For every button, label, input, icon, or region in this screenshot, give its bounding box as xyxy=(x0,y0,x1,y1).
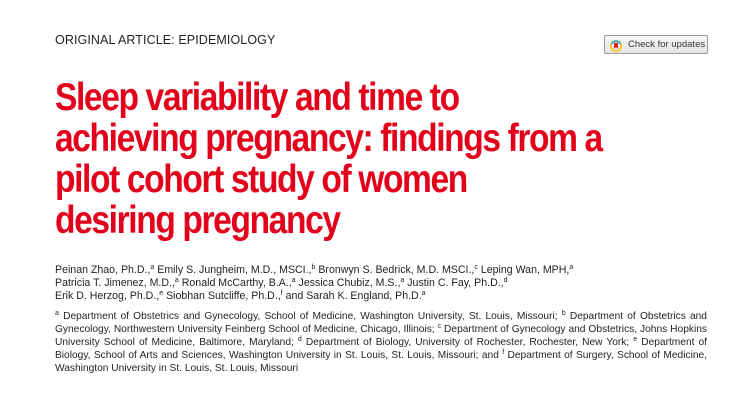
crossmark-icon xyxy=(610,39,622,51)
author-name: Peinan Zhao, Ph.D., xyxy=(55,264,151,276)
article-title xyxy=(55,77,640,241)
author-line xyxy=(55,290,573,303)
affiliations-block xyxy=(55,310,707,375)
affiliation-item xyxy=(298,337,633,348)
title-line: achieving pregnancy: findings from a xyxy=(55,117,602,160)
section-label: ORIGINAL ARTICLE: EPIDEMIOLOGY xyxy=(55,33,276,47)
author-line xyxy=(55,264,573,277)
author-name: Justin C. Fay, Ph.D., xyxy=(407,277,504,289)
affiliation-text: Department of Surgery, School of Medicine, Washington University in St. Louis, St. Louis, Missouri xyxy=(55,350,707,374)
title-line: Sleep variability and time to xyxy=(55,76,459,119)
affiliation-text: Department of Biology, University of Rochester, Rochester, New York; xyxy=(301,337,634,348)
affiliation-marker: b xyxy=(311,264,316,271)
affiliation-key: e xyxy=(633,336,638,343)
affiliation-text: Department of Biology, School of Arts and Sciences, Washington University in St. Louis, St. Louis, Missouri; and xyxy=(55,337,707,361)
affiliation-marker: f xyxy=(280,290,283,297)
affiliation-text: Department of Obstetrics and Gynecology, School of Medicine, Washington University, St. Louis, Missouri; xyxy=(58,311,562,322)
affiliation-marker: e xyxy=(159,290,164,297)
affiliation-marker: c xyxy=(474,264,478,271)
author-list xyxy=(55,264,573,303)
affiliation-key: c xyxy=(437,323,442,330)
affiliation-key: f xyxy=(502,349,505,356)
check-for-updates-button[interactable] xyxy=(604,35,708,54)
affiliation-text: Department of Obstetrics and Gynecology, Northwestern University Feinberg School of Medicine, Chicago, Illinois; xyxy=(55,311,707,335)
affiliation-marker: a xyxy=(421,290,426,297)
author-name: Erik D. Herzog, Ph.D., xyxy=(55,290,160,302)
author-name: Leping Wan, MPH, xyxy=(480,264,570,276)
check-for-updates-label: Check for updates xyxy=(628,39,706,50)
affiliation-key: b xyxy=(561,310,566,317)
affiliation-marker: a xyxy=(150,264,155,271)
affiliation-key: d xyxy=(297,336,302,343)
author-line xyxy=(55,277,573,290)
author-name: Patricia T. Jimenez, M.D., xyxy=(55,277,175,289)
affiliation-marker: d xyxy=(503,277,508,284)
affiliation-key: a xyxy=(55,310,59,317)
affiliation-marker: a xyxy=(291,277,296,284)
affiliation-item xyxy=(55,311,562,322)
affiliation-marker: a xyxy=(400,277,405,284)
author-name: Ronald McCarthy, B.A., xyxy=(181,277,292,289)
affiliation-marker: a xyxy=(569,264,574,271)
title-line: pilot cohort study of women xyxy=(55,158,467,201)
author-name: Jessica Chubiz, M.S., xyxy=(298,277,401,289)
author-name: Siobhan Sutcliffe, Ph.D., xyxy=(166,290,281,302)
author-name: Emily S. Jungheim, M.D., MSCI., xyxy=(157,264,312,276)
title-line: desiring pregnancy xyxy=(55,199,340,242)
author-name: Bronwyn S. Bedrick, M.D. MSCI., xyxy=(318,264,475,276)
author-name: and Sarah K. England, Ph.D. xyxy=(285,290,422,302)
affiliation-marker: a xyxy=(174,277,179,284)
affiliation-text: Department of Gynecology and Obstetrics, Johns Hopkins University School of Medicine, Baltimore, Maryland; xyxy=(55,324,707,348)
